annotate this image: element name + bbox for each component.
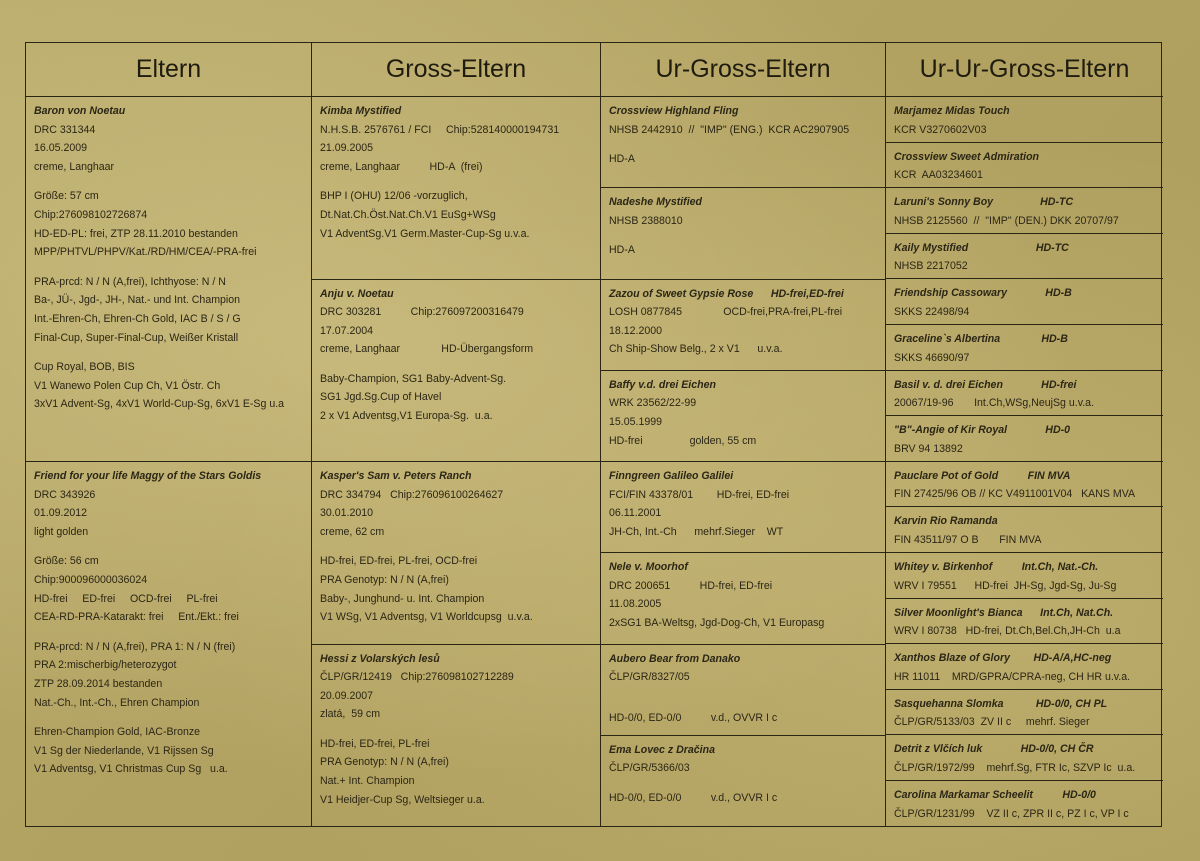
column-ur-gross-eltern (601, 97, 886, 827)
spacer (609, 778, 879, 789)
dog-entry (312, 97, 600, 280)
dog-detail: Chip:900096000036024 (34, 573, 148, 586)
dog-detail: NHSB 2125560 // "IMP" (DEN.) DKK 20707/97 (894, 214, 1119, 227)
dog-name: Hessi z Volarských lesů (320, 652, 440, 665)
dog-entry (886, 371, 1163, 417)
dog-entry (886, 279, 1163, 325)
dog-name: Pauclare Pot of Gold FIN MVA (894, 469, 1071, 482)
dog-detail: Cup Royal, BOB, BIS (34, 361, 135, 374)
spacer (34, 262, 305, 273)
dog-detail: DRC 331344 (34, 123, 96, 136)
column-gross-eltern (312, 97, 601, 827)
header-ur-ur-gross-eltern: Ur-Ur-Gross-Eltern (886, 43, 1163, 97)
dog-entry (601, 188, 885, 279)
dog-name: Silver Moonlight's Bianca Int.Ch, Nat.Ch. (894, 606, 1114, 619)
spacer (34, 627, 305, 638)
dog-detail: HD-frei, ED-frei, PL-frei, OCD-frei (320, 555, 478, 568)
dog-detail: DRC 334794 Chip:276096100264627 (320, 488, 504, 501)
dog-detail: 01.09.2012 (34, 507, 88, 520)
spacer (320, 724, 594, 735)
dog-name: Baffy v.d. drei Eichen (609, 378, 716, 391)
pedigree-table (25, 42, 1162, 827)
dog-detail: Nat.-Ch., Int.-Ch., Ehren Champion (34, 696, 200, 709)
dog-detail: Ba-, JÜ-, Jgd-, JH-, Nat.- und Int. Champion (34, 294, 241, 307)
dog-name: Carolina Markamar Scheelit HD-0/0 (894, 788, 1096, 801)
dog-entry (886, 325, 1163, 371)
dog-detail: 2 x V1 Adventsg,V1 Europa-Sg. u.a. (320, 410, 493, 423)
dog-detail: N.H.S.B. 2576761 / FCI Chip:528140000194731 (320, 123, 560, 136)
dog-detail: JH-Ch, Int.-Ch mehrf.Sieger WT (609, 525, 784, 538)
dog-entry (601, 280, 885, 371)
dog-detail: FIN 27425/96 OB // KC V4911001V04 KANS MVA (894, 488, 1136, 501)
dog-detail: ČLP/GR/12419 Chip:276098102712289 (320, 671, 514, 684)
dog-detail: 20067/19-96 Int.Ch,WSg,NeujSg u.v.a. (894, 397, 1095, 410)
dog-name: Whitey v. Birkenhof Int.Ch, Nat.-Ch. (894, 560, 1099, 573)
dog-detail: BHP I (OHU) 12/06 -vorzuglich, (320, 190, 468, 203)
dog-entry (886, 690, 1163, 736)
spacer (609, 698, 879, 709)
dog-detail: ČLP/GR/5133/03 ZV II c mehrf. Sieger (894, 716, 1090, 729)
dog-entry (886, 188, 1163, 234)
dog-entry (601, 553, 885, 644)
dog-detail: 18.12.2000 (609, 324, 663, 337)
dog-detail: HD-A (609, 153, 635, 166)
dog-detail: Chip:276098102726874 (34, 208, 148, 221)
dog-detail: HD-0/0, ED-0/0 v.d., OVVR I c (609, 791, 778, 804)
dog-detail: Ehren-Champion Gold, IAC-Bronze (34, 726, 201, 739)
dog-name: Friendship Cassowary HD-B (894, 287, 1072, 300)
dog-detail: 06.11.2001 (609, 507, 662, 520)
dog-detail: V1 Wanewo Polen Cup Ch, V1 Östr. Ch (34, 379, 221, 392)
dog-detail: DRC 343926 (34, 488, 96, 501)
dog-detail: creme, Langhaar HD-Übergangsform (320, 343, 534, 356)
spacer (34, 712, 305, 723)
spacer (34, 176, 305, 187)
dog-name: Kasper's Sam v. Peters Ranch (320, 470, 472, 482)
dog-detail: HD-frei ED-frei OCD-frei PL-frei (34, 592, 218, 605)
dog-detail: KCR V3270602V03 (894, 123, 987, 136)
header-ur-gross-eltern: Ur-Gross-Eltern (601, 43, 886, 97)
dog-entry (886, 462, 1163, 508)
dog-detail: PRA Genotyp: N / N (A,frei) (320, 756, 449, 769)
dog-detail: HD-0/0, ED-0/0 v.d., OVVR I c (609, 711, 778, 724)
dog-detail: FCI/FIN 43378/01 HD-frei, ED-frei (609, 488, 790, 501)
dog-name: Anju v. Noetau (320, 287, 394, 300)
dog-entry (601, 462, 885, 553)
dog-name: Crossview Sweet Admiration (894, 150, 1040, 163)
dog-entry (886, 781, 1163, 827)
dog-detail: SKKS 22498/94 (894, 305, 970, 318)
dog-detail: Nat.+ Int. Champion (320, 775, 415, 788)
dog-detail: Dt.Nat.Ch.Öst.Nat.Ch.V1 EuSg+WSg (320, 208, 496, 221)
dog-name: Detrit z Vlčích luk HD-0/0, CH ČR (894, 743, 1094, 756)
dog-detail: Ch Ship-Show Belg., 2 x V1 u.v.a. (609, 343, 783, 356)
dog-detail: ČLP/GR/1972/99 mehrf.Sg, FTR Ic, SZVP Ic u.a. (894, 761, 1136, 774)
dog-detail: creme, 62 cm (320, 525, 385, 538)
dog-name: Marjamez Midas Touch (894, 105, 1010, 117)
dog-detail: PRA Genotyp: N / N (A,frei) (320, 573, 449, 586)
spacer (320, 176, 594, 187)
dog-name: Friend for your life Maggy of the Stars Goldis (34, 470, 262, 482)
dog-entry (886, 143, 1163, 189)
spacer (320, 359, 594, 370)
dog-name: Ema Lovec z Dračina (609, 743, 715, 756)
dog-entry (312, 462, 600, 645)
dog-detail: MPP/PHTVL/PHPV/Kat./RD/HM/CEA/-PRA-frei (34, 246, 257, 259)
dog-detail: V1 Adventsg, V1 Christmas Cup Sg u.a. (34, 763, 228, 776)
header-gross-eltern: Gross-Eltern (312, 43, 601, 97)
dog-detail: V1 Sg der Niederlande, V1 Rijssen Sg (34, 744, 214, 757)
dog-detail: 11.08.2005 (609, 598, 662, 611)
dog-name: Aubero Bear from Danako (609, 652, 741, 665)
dog-detail: Größe: 56 cm (34, 555, 99, 568)
dog-detail: LOSH 0877845 OCD-frei,PRA-frei,PL-frei (609, 306, 843, 319)
dog-detail: SG1 Jgd.Sg.Cup of Havel (320, 391, 442, 404)
dog-name: Nele v. Moorhof (609, 561, 688, 574)
dog-entry (886, 644, 1163, 690)
dog-entry (886, 416, 1163, 462)
dog-entry (886, 735, 1163, 781)
dog-entry (26, 462, 311, 827)
dog-entry (886, 97, 1163, 143)
dog-entry (886, 553, 1163, 599)
dog-detail: 30.01.2010 (320, 507, 374, 520)
dog-detail: creme, Langhaar HD-A (frei) (320, 160, 483, 173)
dog-detail: 3xV1 Advent-Sg, 4xV1 World-Cup-Sg, 6xV1 E-Sg u.a (34, 398, 285, 411)
dog-entry (312, 280, 600, 463)
dog-name: Xanthos Blaze of Glory HD-A/A,HC-neg (894, 652, 1112, 665)
dog-detail: CEA-RD-PRA-Katarakt: frei Ent./Ekt.: frei (34, 611, 239, 624)
dog-name: Nadeshe Mystified (609, 196, 703, 209)
dog-detail: BRV 94 13892 (894, 442, 963, 455)
dog-entry (601, 97, 885, 188)
dog-detail: SKKS 46690/97 (894, 351, 970, 364)
dog-name: Basil v. d. drei Eichen HD-frei (894, 378, 1077, 391)
spacer (609, 230, 879, 241)
spacer (320, 541, 594, 552)
dog-name: Crossview Highland Fling (609, 105, 739, 117)
dog-detail: HD-frei golden, 55 cm (609, 434, 757, 447)
dog-detail: HR 11011 MRD/GPRA/CPRA-neg, CH HR u.v.a. (894, 670, 1131, 683)
dog-detail: 15.05.1999 (609, 415, 663, 428)
dog-detail: Baby-Champion, SG1 Baby-Advent-Sg. (320, 372, 507, 385)
dog-detail: 16.05.2009 (34, 142, 88, 155)
dog-name: Graceline`s Albertina HD-B (894, 332, 1068, 345)
dog-entry (886, 599, 1163, 645)
dog-detail: ČLP/GR/5366/03 (609, 762, 690, 775)
dog-detail: HD-A (609, 244, 635, 257)
column-eltern (26, 97, 312, 827)
dog-detail: DRC 200651 HD-frei, ED-frei (609, 579, 773, 592)
dog-name: "B"-Angie of Kir Royal HD-0 (894, 424, 1071, 437)
dog-detail: creme, Langhaar (34, 160, 115, 173)
dog-detail: NHSB 2388010 (609, 214, 683, 227)
dog-entry (312, 645, 600, 828)
dog-name: Sasquehanna Slomka HD-0/0, CH PL (894, 697, 1108, 710)
header-eltern: Eltern (26, 43, 312, 97)
dog-name: Kimba Mystified (320, 105, 402, 117)
dog-detail: WRK 23562/22-99 (609, 397, 697, 410)
dog-detail: 17.07.2004 (320, 324, 374, 337)
dog-detail: Final-Cup, Super-Final-Cup, Weißer Kristall (34, 331, 239, 344)
dog-detail: HD-ED-PL: frei, ZTP 28.11.2010 bestanden (34, 227, 238, 240)
dog-detail: ČLP/GR/8327/05 (609, 671, 690, 684)
dog-detail: Baby-, Junghund- u. Int. Champion (320, 592, 485, 605)
dog-detail: zlatá, 59 cm (320, 708, 381, 721)
dog-detail: ČLP/GR/1231/99 VZ II c, ZPR II c, PZ I c, VP I c (894, 807, 1129, 820)
spacer (609, 139, 879, 150)
dog-detail: V1 WSg, V1 Adventsg, V1 Worldcupsg u.v.a. (320, 611, 533, 624)
spacer (34, 541, 305, 552)
dog-name: Laruni's Sonny Boy HD-TC (894, 196, 1074, 209)
dog-detail: 20.09.2007 (320, 689, 374, 702)
dog-entry (26, 97, 311, 462)
dog-name: Zazou of Sweet Gypsie Rose HD-frei,ED-frei (609, 287, 844, 300)
dog-detail: V1 Heidjer-Cup Sg, Weltsieger u.a. (320, 793, 485, 806)
dog-detail: PRA 2:mischerbig/heterozygot (34, 659, 177, 672)
dog-detail: 21.09.2005 (320, 142, 374, 155)
dog-detail: 2xSG1 BA-Weltsg, Jgd-Dog-Ch, V1 Europasg (609, 617, 825, 630)
dog-detail: ZTP 28.09.2014 bestanden (34, 677, 163, 690)
dog-detail: PRA-prcd: N / N (A,frei), PRA 1: N / N (frei) (34, 640, 236, 653)
dog-name: Kaily Mystified HD-TC (894, 241, 1069, 254)
dog-entry (601, 736, 885, 827)
dog-entry (601, 645, 885, 736)
dog-name: Baron von Noetau (34, 105, 126, 117)
dog-detail: light golden (34, 525, 89, 538)
dog-detail: NHSB 2217052 (894, 260, 968, 273)
dog-detail: KCR AA03234601 (894, 169, 983, 182)
dog-detail: Int.-Ehren-Ch, Ehren-Ch Gold, IAC B / S / G (34, 312, 241, 325)
dog-detail: FIN 43511/97 O B FIN MVA (894, 533, 1042, 546)
dog-detail: Größe: 57 cm (34, 190, 99, 203)
dog-detail: PRA-prcd: N / N (A,frei), Ichthyose: N / N (34, 275, 226, 288)
dog-entry (601, 371, 885, 462)
dog-entry (886, 507, 1163, 553)
spacer (609, 687, 879, 698)
dog-entry (886, 234, 1163, 280)
column-ur-ur-gross-eltern (886, 97, 1163, 827)
dog-detail: DRC 303281 Chip:276097200316479 (320, 306, 524, 319)
spacer (34, 347, 305, 358)
dog-detail: WRV I 80738 HD-frei, Dt.Ch,Bel.Ch,JH-Ch u.a (894, 625, 1121, 638)
dog-detail: WRV I 79551 HD-frei JH-Sg, Jgd-Sg, Ju-Sg (894, 579, 1117, 592)
dog-name: Finngreen Galileo Galilei (609, 470, 734, 482)
dog-detail: NHSB 2442910 // "IMP" (ENG.) KCR AC2907905 (609, 123, 850, 136)
dog-detail: V1 AdventSg.V1 Germ.Master-Cup-Sg u.v.a. (320, 227, 530, 240)
dog-name: Karvin Rio Ramanda (894, 515, 998, 528)
dog-detail: HD-frei, ED-frei, PL-frei (320, 737, 430, 750)
